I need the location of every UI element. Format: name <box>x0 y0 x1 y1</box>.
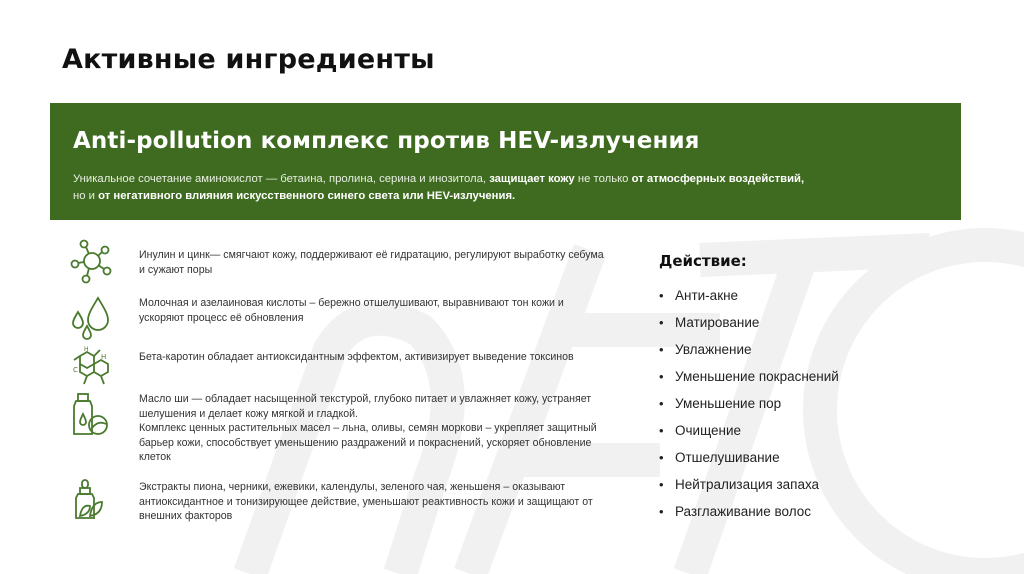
bullet-icon: • <box>659 288 664 303</box>
actions-title: Действие: <box>659 252 747 270</box>
action-item <box>659 417 839 444</box>
banner-description <box>73 171 943 205</box>
bullet-icon: • <box>659 315 664 330</box>
action-label: Уменьшение покраснений <box>675 369 839 384</box>
action-item <box>659 309 839 336</box>
action-item <box>659 282 839 309</box>
actions-section <box>659 252 839 525</box>
action-label: Нейтрализация запаха <box>675 477 820 492</box>
banner-desc-bold: защищает кожу <box>489 173 575 185</box>
banner-desc-part: Уникальное сочетание аминокислот — бетаина, пролина, серина и инозитола, <box>73 173 490 185</box>
svg-text:H: H <box>84 346 89 353</box>
svg-text:H: H <box>101 353 107 361</box>
banner-desc-part: но и <box>73 190 99 202</box>
ingredient-text: Масло ши — обладает насыщенной текстурой, глубоко питает и увлажняет кожу, устраняет шелушения и делает кожу мягкой и гладкой. <box>139 393 592 420</box>
bullet-icon: • <box>659 477 664 492</box>
ingredient-text-secondary: Комплекс ценных растительных масел – льна, оливы, семян моркови – укрепляет защитный барьер кожи, способствует уменьшению раздражений и покраснений, ускоряет обновление клеток <box>139 422 597 463</box>
banner-desc-bold: от атмосферных воздействий, <box>631 173 805 185</box>
action-item <box>659 471 839 498</box>
molecule-icon <box>70 238 112 284</box>
ingredient-text: Инулин и цинк— смягчают кожу, поддерживают её гидратацию, регулируют выработку себума и сужают поры <box>139 249 604 276</box>
action-label: Очищение <box>675 423 742 438</box>
bullet-icon: • <box>659 396 664 411</box>
action-item <box>659 363 839 390</box>
action-label: Матирование <box>675 315 760 330</box>
actions-list <box>659 282 839 525</box>
bullet-icon: • <box>659 423 664 438</box>
action-label: Увлажнение <box>675 342 752 357</box>
action-label: Анти-акне <box>675 288 739 303</box>
svg-text:C: C <box>73 366 78 374</box>
banner-desc-bold: от негативного влияния искусственного синего света или HEV-излучения. <box>98 190 516 202</box>
action-label: Разглаживание волос <box>675 504 811 519</box>
bullet-icon: • <box>659 342 664 357</box>
action-item <box>659 498 839 525</box>
water-drops-icon <box>70 294 112 340</box>
action-item <box>659 444 839 471</box>
oil-bottle-coconut-icon <box>70 392 112 438</box>
banner-desc-part: не только <box>574 173 632 185</box>
action-label: Отшелушивание <box>675 450 780 465</box>
bullet-icon: • <box>659 450 664 465</box>
chemical-structure-icon <box>70 344 112 390</box>
ingredient-text: Молочная и азелаиновая кислоты – бережно отшелушивают, выравнивают тон кожи и ускоряют процесс её обновления <box>139 297 564 324</box>
banner-title: Anti-pollution комплекс против HEV-излучения <box>73 128 700 154</box>
ingredient-text: Экстракты пиона, черники, ежевики, календулы, зеленого чая, женьшеня – оказывают антиоксидантное и тонизирующее действие, уменьшают реактивность кожи и защищают от внешних факторов <box>139 481 593 522</box>
page-title: Активные ингредиенты <box>62 44 435 75</box>
action-label: Уменьшение пор <box>675 396 782 411</box>
action-item <box>659 336 839 363</box>
bullet-icon: • <box>659 504 664 519</box>
hev-banner <box>50 103 961 220</box>
dropper-leaves-icon <box>70 478 112 524</box>
bullet-icon: • <box>659 369 664 384</box>
ingredient-text: Бета-каротин обладает антиоксидантным эффектом, активизирует выведение токсинов <box>139 351 574 363</box>
action-item <box>659 390 839 417</box>
